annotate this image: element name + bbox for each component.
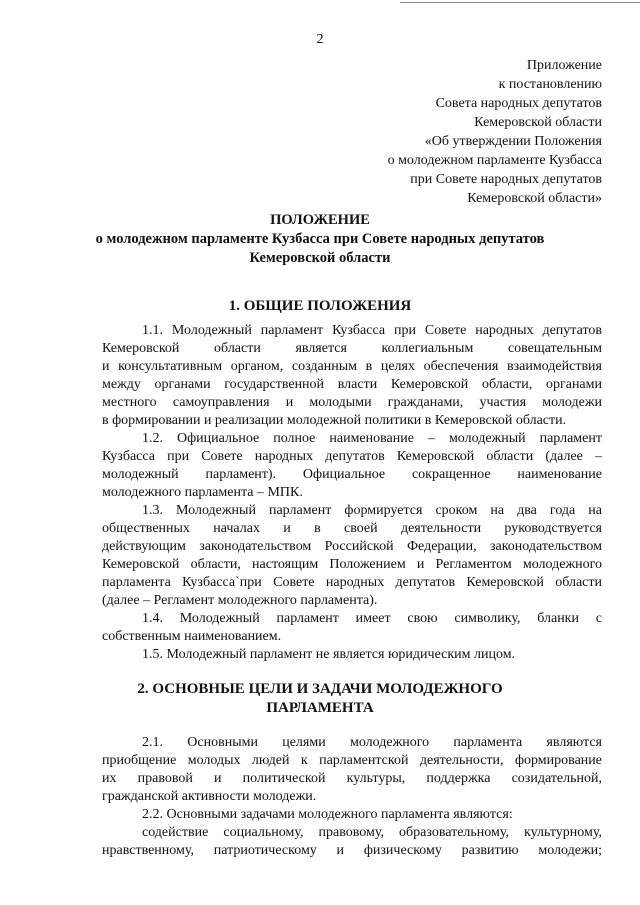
paragraph-line: 1.2. Официальное полное наименование – молодежный парламент [142,431,602,446]
paragraph-line: Кемеровской области является коллегиальным совещательным [102,341,602,356]
section-2-body [102,734,602,860]
paragraph-line: действующим законодательством Российской Федерации, законодательством [102,539,602,554]
appendix-line: Кемеровской области [474,115,602,130]
paragraph-line: гражданской активности молодежи. [102,789,317,804]
paragraph-line: местного самоуправления и молодыми гражданами, участия молодежи [102,395,602,410]
paragraph-line: собственным наименованием. [102,629,282,644]
section-2-heading-line: ПАРЛАМЕНТА [266,700,374,716]
paragraph-line: 2.2. Основными задачами молодежного парламента являются: [142,807,513,822]
section-1-heading: 1. ОБЩИЕ ПОЛОЖЕНИЯ [228,298,412,314]
appendix-block [388,56,602,208]
title-subtitle: Кемеровской области [249,250,391,266]
appendix-line: Совета народных депутатов [435,96,602,111]
document-title [0,211,640,268]
paragraph-line: 1.3. Молодежный парламент формируется сроком на два года на [142,503,602,518]
paragraph-line: между органами государственной власти Кемеровской области, органами [102,377,602,392]
paragraph-line: их правовой и политической культуры, поддержка созидательной, [102,771,602,786]
appendix-line: к постановлению [498,77,602,92]
paragraph-line: и консультативным органом, созданным в целях обеспечения взаимодействия [102,359,602,374]
page-number: 2 [316,32,324,47]
paragraph-line: парламента Кузбасса`при Совете народных депутатов Кемеровской области [102,575,602,590]
paragraph-line: 1.5. Молодежный парламент не является юридическим лицом. [142,647,516,662]
section-1-body [102,322,602,664]
paragraph-line: (далее – Регламент молодежного парламента). [102,593,378,608]
paragraph-line: общественных началах и в своей деятельности руководствуется [102,521,602,536]
appendix-line: о молодежном парламенте Кузбасса [387,153,602,168]
paragraph-line: Кемеровской области, настоящим Положением и Регламентом молодежного [102,557,602,572]
paragraph-line: Кузбасса при Совете народных депутатов Кемеровской области (далее – [102,449,602,464]
appendix-line: «Об утверждении Положения [424,134,602,149]
appendix-line: Кемеровской области» [467,191,602,206]
scan-edge-line [400,2,640,3]
paragraph-line: приобщение молодых людей к парламентской деятельности, формирование [102,753,602,768]
section-2-heading [0,680,640,718]
paragraph-line: 1.1. Молодежный парламент Кузбасса при Совете народных депутатов [142,323,602,338]
appendix-line: при Совете народных депутатов [410,172,602,187]
paragraph-line: содействие социальному, правовому, образовательному, культурному, [142,825,602,840]
paragraph-line: 1.4. Молодежный парламент имеет свою символику, бланки с [142,611,602,626]
title-subtitle: о молодежном парламенте Кузбасса при Совете народных депутатов [95,231,545,247]
paragraph-line: 2.1. Основными целями молодежного парламента являются [142,735,602,750]
paragraph-line: в формировании и реализации молодежной политики в Кемеровской области. [102,413,567,428]
paragraph-line: молодежного парламента – МПК. [102,485,303,500]
paragraph-line: молодежный парламент). Официальное сокращенное наименование [102,467,602,482]
section-2-heading-line: 2. ОСНОВНЫЕ ЦЕЛИ И ЗАДАЧИ МОЛОДЕЖНОГО [137,681,503,697]
title-main: ПОЛОЖЕНИЕ [270,212,370,228]
appendix-line: Приложение [526,58,602,73]
paragraph-line: нравственному, патриотическому и физическому развитию молодежи; [102,843,602,858]
